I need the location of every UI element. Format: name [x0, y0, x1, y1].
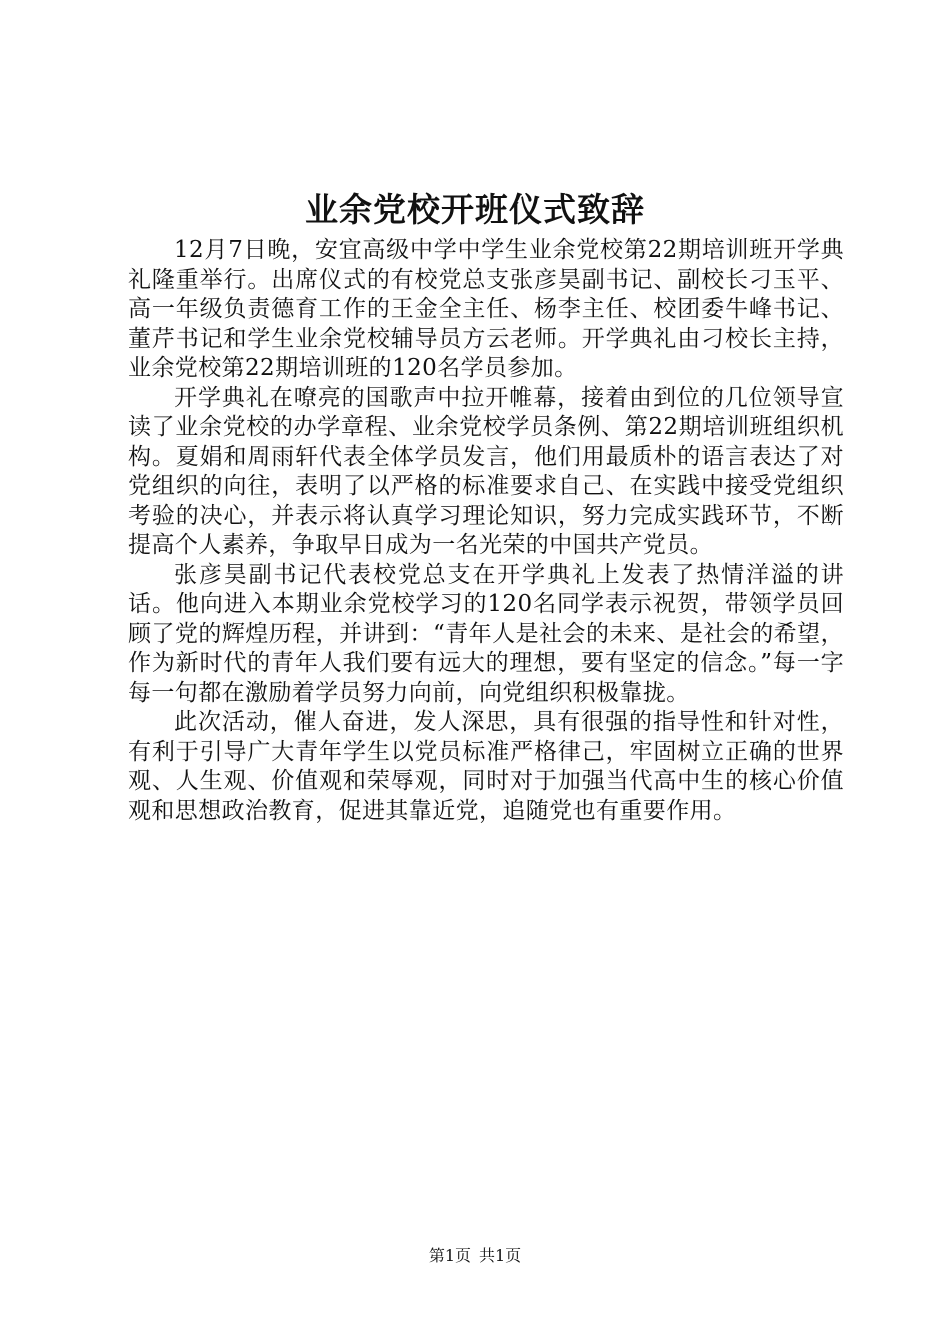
- paragraph-2: 开学典礼在嘹亮的国歌声中拉开帷幕，接着由到位的几位领导宣读了业余党校的办学章程、业余党校学员条例、第22期培训班组织机构。夏娟和周雨轩代表全体学员发言，他们用最质朴的语言表达了对党组织的向往，表明了以严格的标准要求自己、在实践中接受党组织考验的决心，并表示将认真学习理论知识，努力完成实践环节，不断提高个人素养，争取早日成为一名光荣的中国共产党员。: [128, 384, 844, 558]
- document-body: [128, 236, 844, 826]
- paragraph-1: 12月7日晚，安宜高级中学中学生业余党校第22期培训班开学典礼隆重举行。出席仪式的有校党总支张彦昊副书记、副校长刁玉平、高一年级负责德育工作的王金全主任、杨李主任、校团委牛峰书记、董芹书记和学生业余党校辅导员方云老师。开学典礼由刁校长主持，业余党校第22期培训班的120名学员参加。: [128, 237, 844, 381]
- paragraph-3: 张彦昊副书记代表校党总支在开学典礼上发表了热情洋溢的讲话。他向进入本期业余党校学习的120名同学表示祝贺，带领学员回顾了党的辉煌历程，并讲到：“青年人是社会的未来、是社会的希望，作为新时代的青年人我们要有远大的理想，要有坚定的信念。”每一字每一句都在激励着学员努力向前，向党组织积极靠拢。: [128, 561, 844, 706]
- page-number: 第1页: [428, 1246, 471, 1265]
- document-title: 业余党校开班仪式致辞: [305, 190, 645, 229]
- page-footer: [0, 1244, 950, 1268]
- paragraph-4: 此次活动，催人奋进，发人深思，具有很强的指导性和针对性，有利于引导广大青年学生以党员标准严格律己，牢固树立正确的世界观、人生观、价值观和荣辱观，同时对于加强当代高中生的核心价值观和思想政治教育，促进其靠近党，追随党也有重要作用。: [128, 709, 844, 824]
- page-total: 共1页: [479, 1246, 522, 1265]
